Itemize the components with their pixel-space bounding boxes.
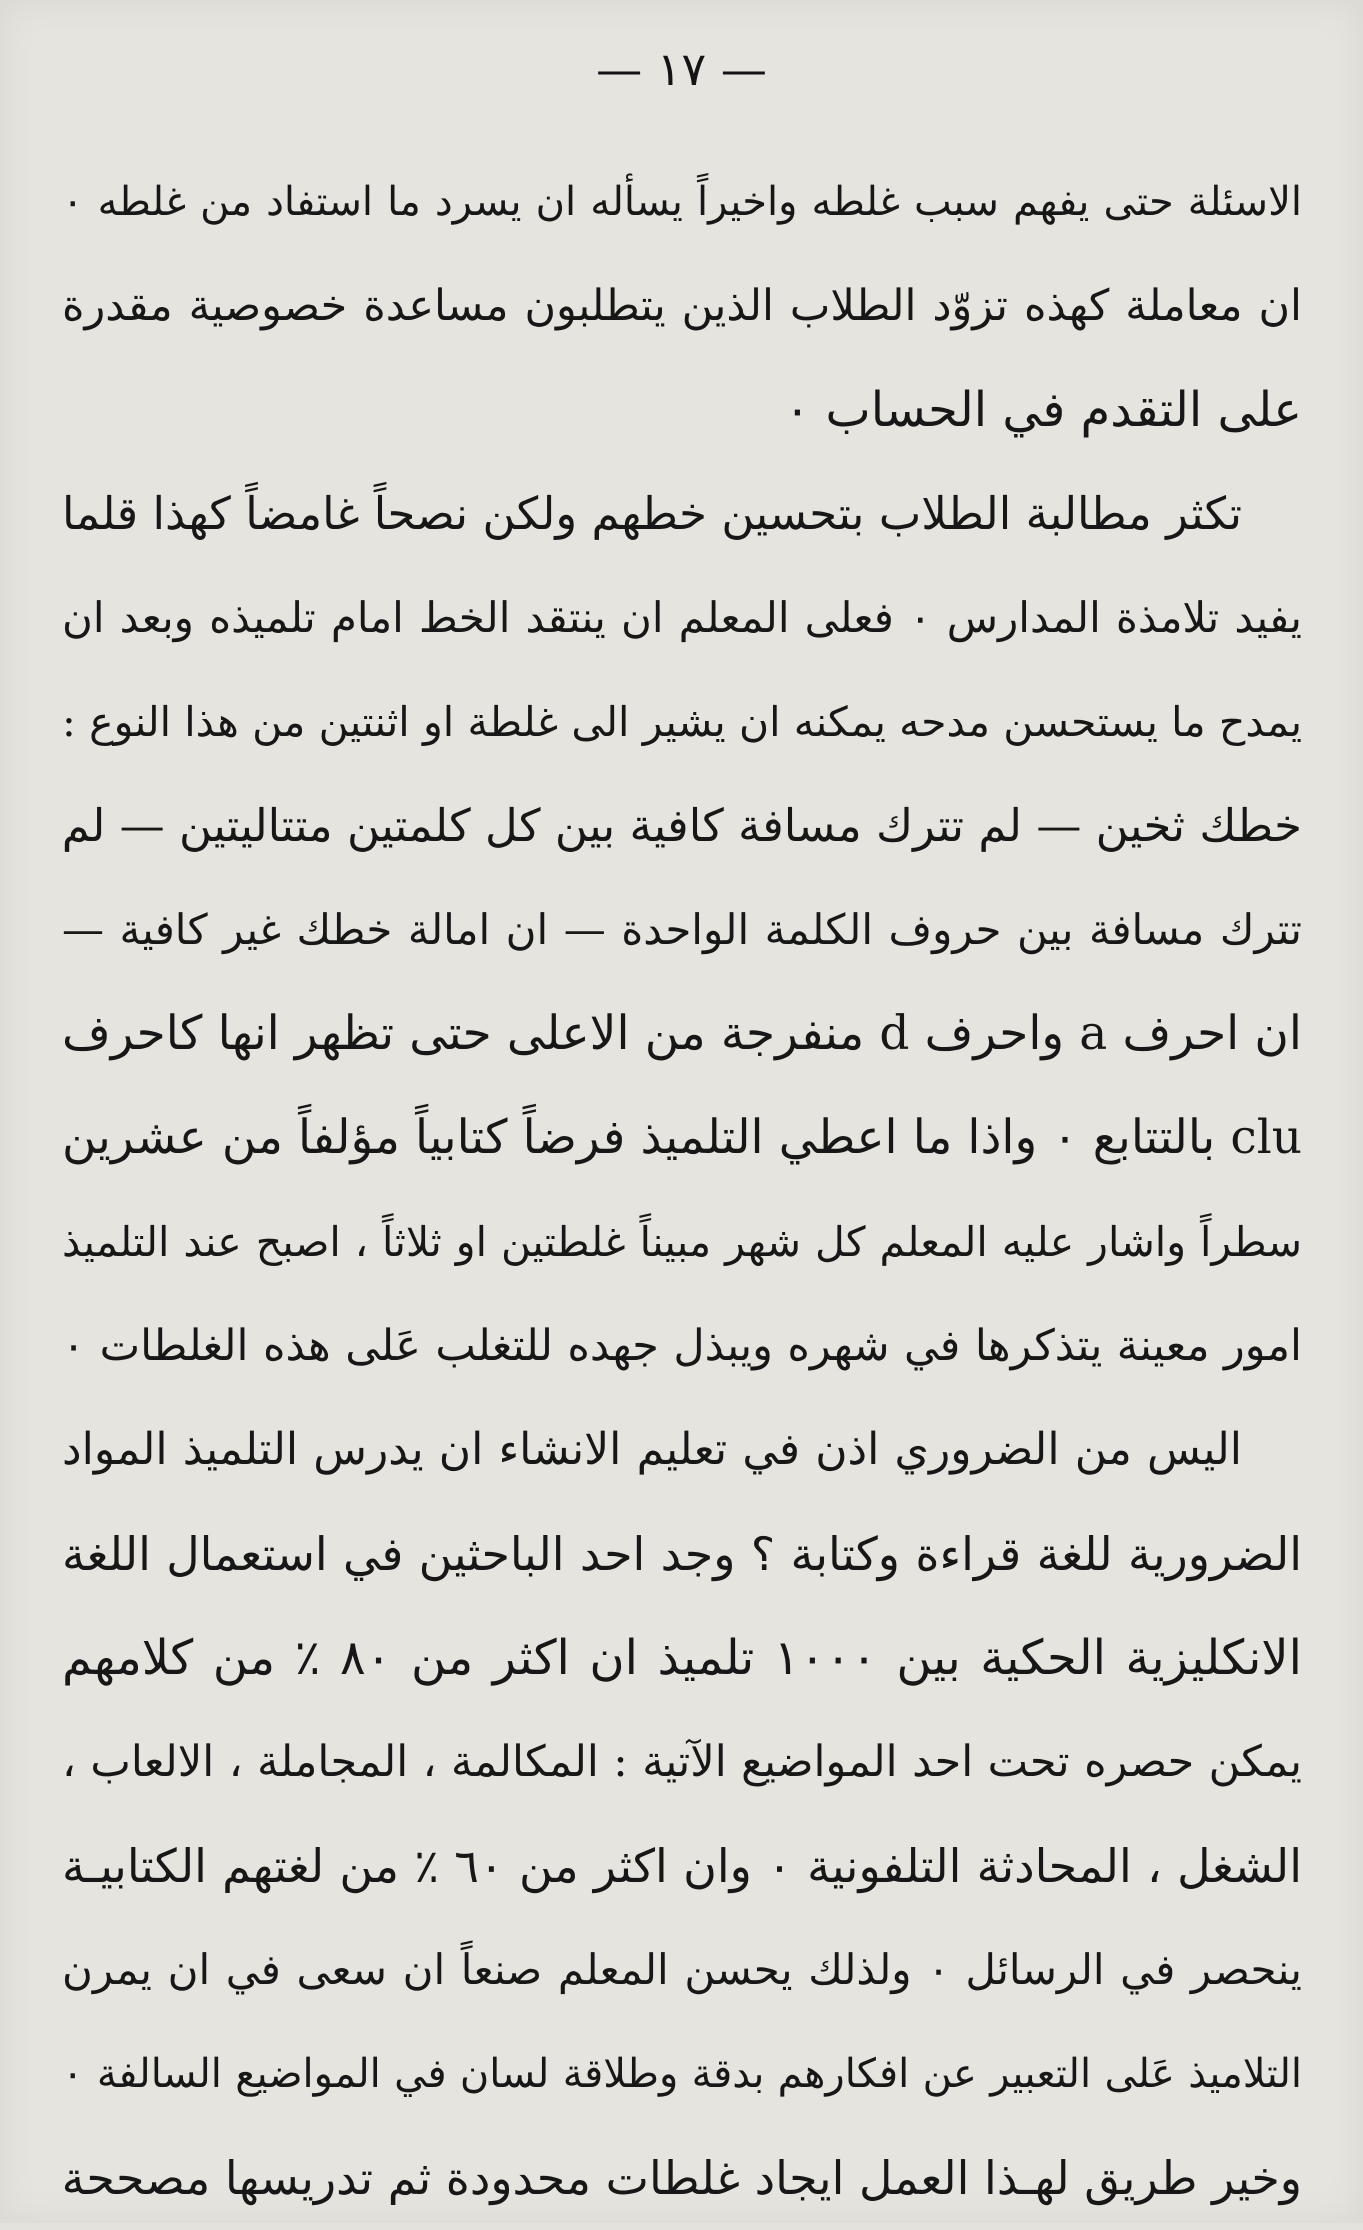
text-line: سطراً واشار عليه المعلم كل شهر مبيناً غلطتين او ثلاثاً ، اصبح عند التلميذ <box>62 1218 1302 1266</box>
text-line: على التقدم في الحساب ٠ <box>784 382 1302 438</box>
text-line: يمكن حصره تحت احد المواضيع الآتية : المكالمة ، المجاملة ، الالعاب ، <box>62 1737 1302 1787</box>
body-text <box>62 150 1302 2230</box>
text-line: ان معاملة كهذه تزوّد الطلاب الذين يتطلبون مساعدة خصوصية مقدرة <box>62 281 1302 331</box>
page-number: — ١٧ — <box>596 42 767 96</box>
text-line: الاسئلة حتى يفهم سبب غلطه واخيراً يسأله ان يسرد ما استفاد من غلطه ٠ <box>62 179 1302 225</box>
text-line: ان احرف a واحرف d منفرجة من الاعلى حتى تظهر انها كاحرف <box>62 1006 1302 1061</box>
paragraph-start-line: اليس من الضروري اذن في تعليم الانشاء ان يدرس التلميذ المواد <box>62 1424 1242 1475</box>
text-line: يفيد تلامذة المدارس ٠ فعلى المعلم ان ينتقد الخط امام تلميذه وبعد ان <box>62 593 1302 642</box>
text-line: امور معينة يتذكرها في شهره ويبذل جهده للتغلب عَلى هذه الغلطات ٠ <box>62 1321 1302 1371</box>
text-line: يمدح ما يستحسن مدحه يمكنه ان يشير الى غلطة او اثنتين من هذا النوع : <box>62 698 1302 746</box>
text-line: الانكليزية الحكية بين ١٠٠٠ تلميذ ان اكثر من ٨٠ ٪ من كلامهم <box>62 1630 1302 1686</box>
text-line: ينحصر في الرسائل ٠ ولذلك يحسن المعلم صنعاً ان سعى في ان يمرن <box>62 1945 1302 1994</box>
text-line: clu بالتتابع ٠ واذا ما اعطي التلميذ فرضاً كتابياً مؤلفاً من عشرين <box>62 1110 1302 1165</box>
text-line: وخير طريق لهـذا العمل ايجاد غلطات محدودة ثم تدريسها مصححة <box>62 2151 1302 2205</box>
text-line: خطك ثخين — لم تترك مسافة كافية بين كل كلمتين متتاليتين — لم <box>62 799 1302 852</box>
text-line: التلاميذ عَلى التعبير عن افكارهم بدقة وطلاقة لسان في المواضيع السالفة ٠ <box>62 2051 1302 2097</box>
text-line: الضرورية للغة قراءة وكتابة ؟ وجد احد الباحثين في استعمال اللغة <box>62 1527 1302 1581</box>
text-line: تترك مسافة بين حروف الكلمة الواحدة — ان امالة خطك غير كافية — <box>62 905 1302 954</box>
paragraph-start-line: تكثر مطالبة الطلاب بتحسين خطهم ولكن نصحاً غامضاً كهذا قلما <box>62 487 1242 540</box>
text-line: الشغل ، المحادثة التلفونية ٠ وان اكثر من ٦٠ ٪ من لغتهم الكتابيـة <box>62 1839 1302 1893</box>
